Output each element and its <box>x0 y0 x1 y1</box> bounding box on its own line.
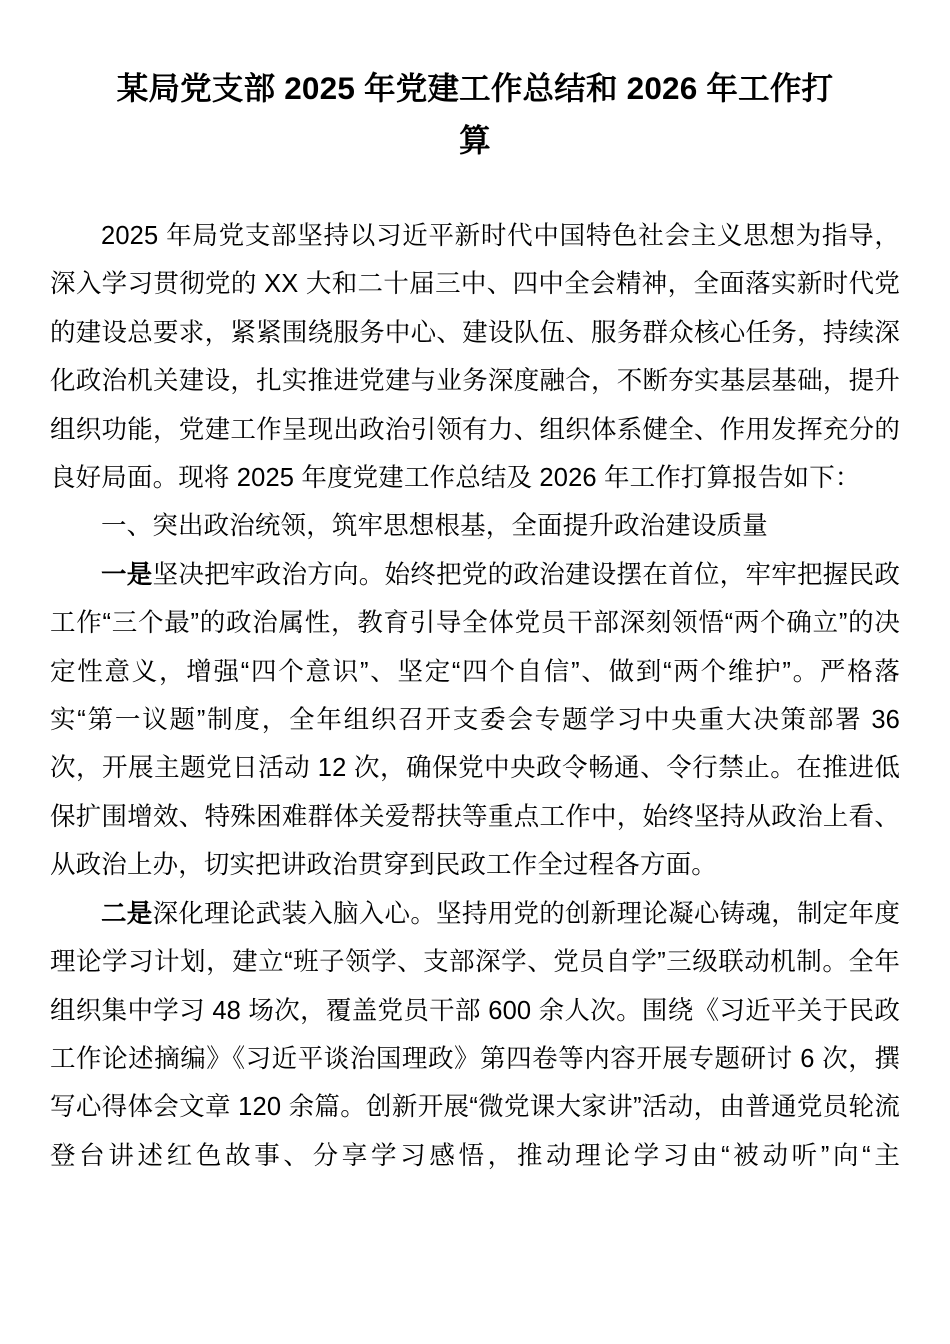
section-heading-1: 一、突出政治统领，筑牢思想根基，全面提升政治建设质量 <box>101 512 768 541</box>
item-1-text: 坚决把牢政治方向。始终把党的政治建设摆在首位，牢牢把握民政工作“三个最”的政治属性，教育引导全体党员干部深刻领悟“两个确立”的决定性意义，增强“四个意识”、坚定“四个自信”、做到“两个维护”。严格落实“第一议题”制度，全年组织召开支委会专题学习中央重大决策部署 36 次，开展主题党日活动 12 次，确保党中央政令畅通、令行禁止。在推进低保扩围增效、特殊困难群体关爱帮扶等重点工作中，始终坚持从政治上看、从政治上办，切实把讲政治贯穿到民政工作全过程各方面。 <box>50 560 900 880</box>
item-1-lead: 一是 <box>101 560 153 589</box>
document-content <box>50 0 900 1180</box>
paragraph-item-2 <box>50 890 900 1180</box>
page-title-line-2: 算 <box>459 122 491 158</box>
item-2-lead: 二是 <box>101 899 153 928</box>
document-body <box>50 166 900 1180</box>
item-2-text: 深化理论武装入脑入心。坚持用党的创新理论凝心铸魂，制定年度理论学习计划，建立“班子领学、支部深学、党员自学”三级联动机制。全年组织集中学习 48 场次，覆盖党员干部 600 余人次。围绕《习近平关于民政工作论述摘编》《习近平谈治国理政》第四卷等内容开展专题研讨 6 次，撰写心得体会文章 120 余篇。创新开展“微党课大家讲”活动，由普通党员轮流登台讲述红色故事、分享学习感悟，推动理论学习由“被动听”向“主 <box>50 899 900 1170</box>
page-title <box>50 0 900 166</box>
page-title-line-1: 某局党支部 2025 年党建工作总结和 2026 年工作打 <box>116 70 834 106</box>
paragraph-intro: 2025 年局党支部坚持以习近平新时代中国特色社会主义思想为指导，深入学习贯彻党的 XX 大和二十届三中、四中全会精神，全面落实新时代党的建设总要求，紧紧围绕服务中心、建设队伍、服务群众核心任务，持续深化政治机关建设，扎实推进党建与业务深度融合，不断夯实基层基础，提升组织功能，党建工作呈现出政治引领有力、组织体系健全、作用发挥充分的良好局面。现将 2025 年度党建工作总结及 2026 年工作打算报告如下： <box>50 222 900 493</box>
paragraph-item-1 <box>50 551 900 890</box>
